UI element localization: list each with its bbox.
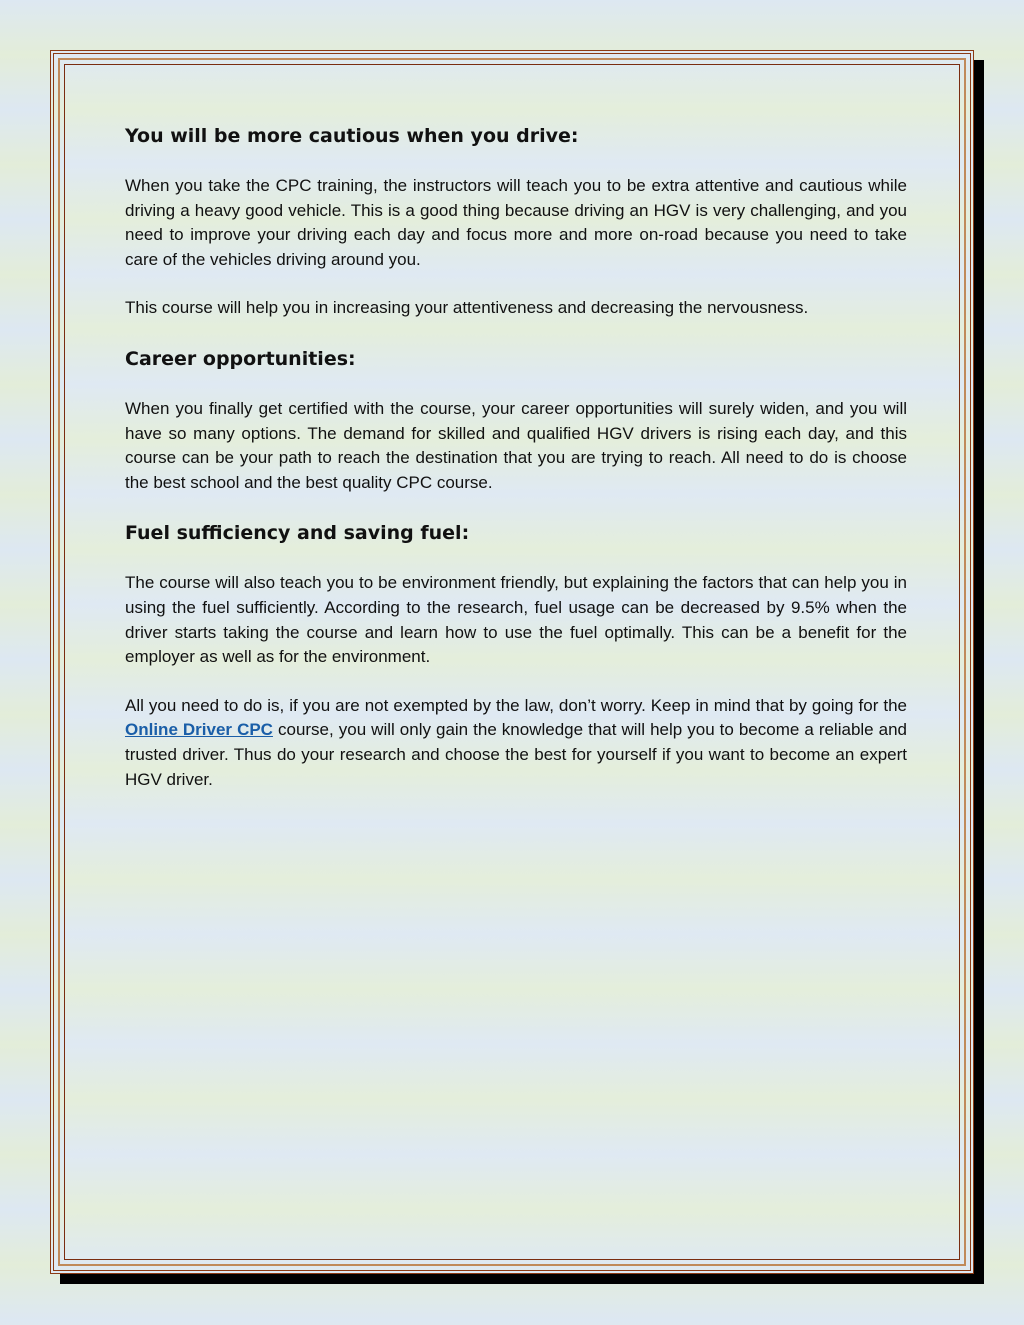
paragraph-fuel-1: The course will also teach you to be environment friendly, but explaining the factors that can help you in using the fuel sufficiently. According to the research, fuel usage can be decreased by 9.5% when the driver starts taking the course and learn how to use the fuel optimally. This can be a benefit for the employer as well as for the environment. <box>125 573 907 667</box>
paragraph-cautious-2: This course will help you in increasing your attentiveness and decreasing the nervousness. <box>125 298 809 318</box>
closing-text-after: course, you will only gain the knowledge that will help you to become a reliable and trusted driver. Thus do your research and choose the best for yourself if you want to become an expert HGV driver. <box>125 720 908 789</box>
online-driver-cpc-link[interactable]: Online Driver CPC <box>125 720 273 740</box>
paragraph-cautious-1: When you take the CPC training, the instructors will teach you to be extra attentive and cautious while driving a heavy good vehicle. This is a good thing because driving an HGV is very challenging, and you need to improve your driving each day and focus more and more on-road because you need to take care of the vehicles driving around you. <box>125 176 907 269</box>
heading-cautious: You will be more cautious when you drive: <box>125 125 579 147</box>
document-body <box>125 122 907 816</box>
paragraph-career-1: When you finally get certified with the course, your career opportunities will surely widen, and you will have so many options. The demand for skilled and qualified HGV drivers is rising each day, and this course can be your path to reach the destination that you are trying to reach. All need to do is choose the best school and the best quality CPC course. <box>125 398 907 492</box>
page-frame <box>50 50 974 1274</box>
heading-fuel: Fuel sufficiency and saving fuel: <box>125 522 470 545</box>
paragraph-closing <box>125 694 907 792</box>
heading-career: Career opportunities: <box>125 347 356 370</box>
closing-text-before: All you need to do is, if you are not exempted by the law, don’t worry. Keep in mind that by going for the <box>125 695 907 715</box>
